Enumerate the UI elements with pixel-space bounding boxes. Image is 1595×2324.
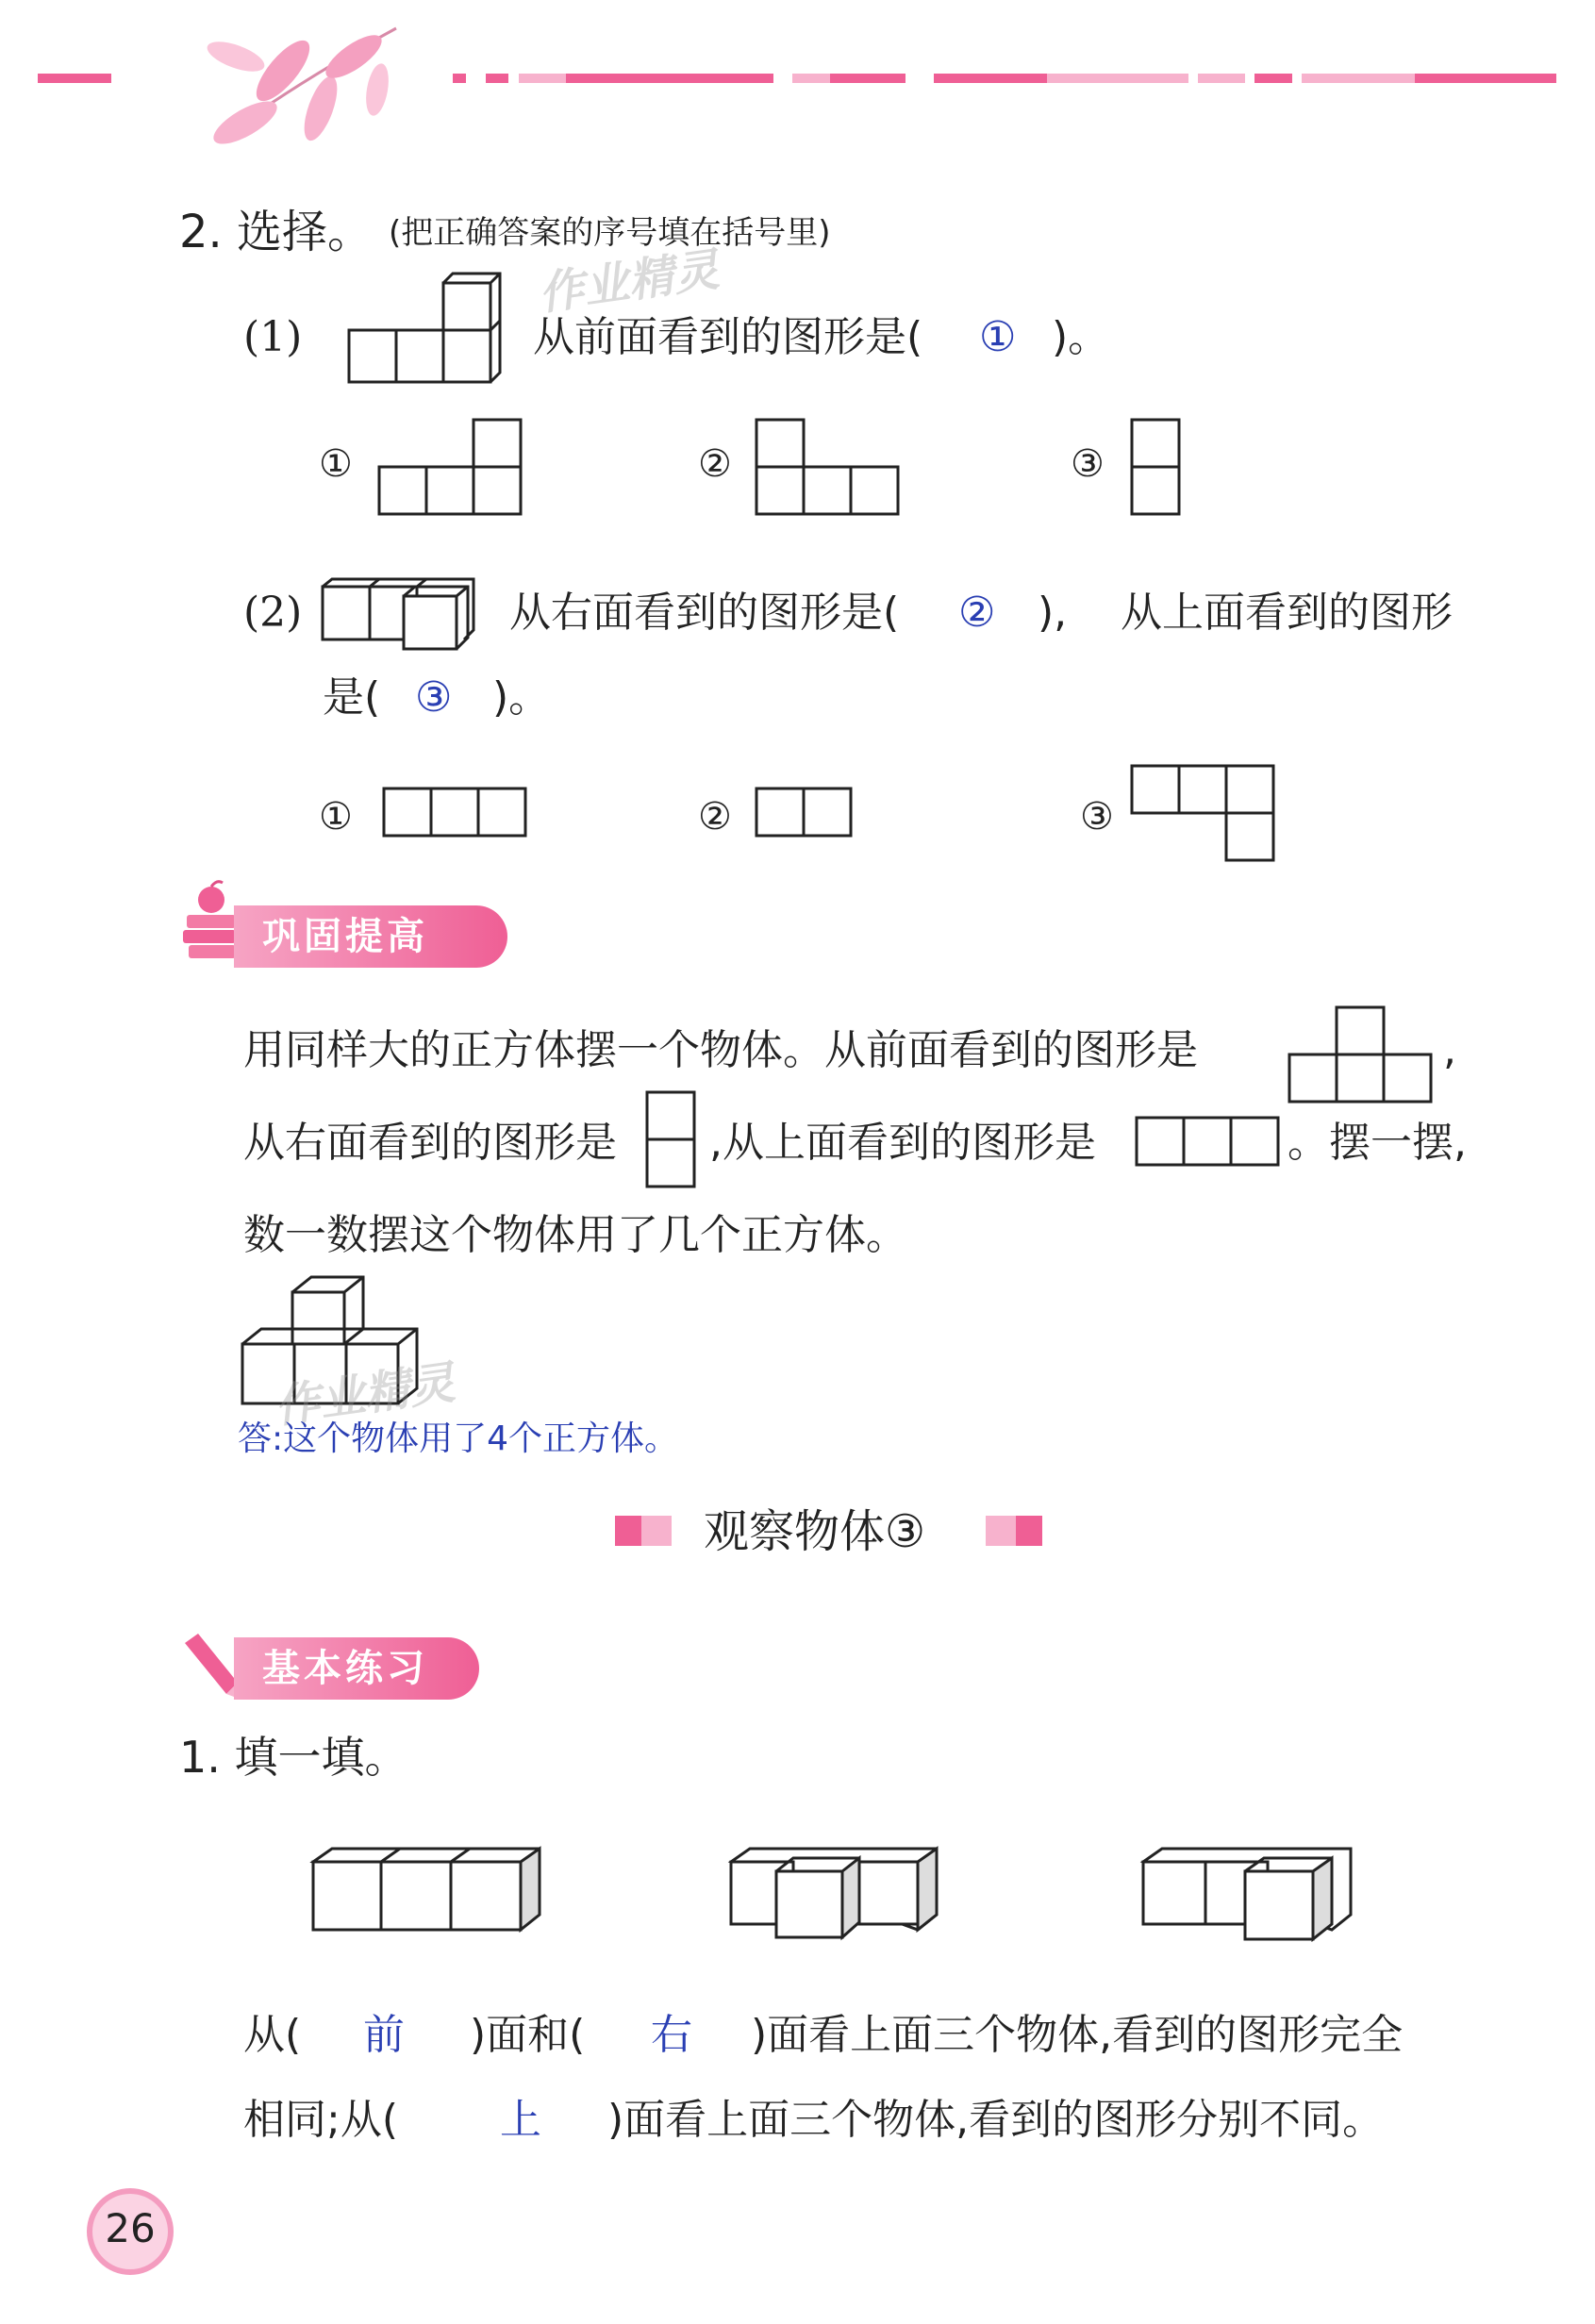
lesson-title: 观察物体③ (704, 1505, 926, 1558)
basic-badge: 基本练习 (234, 1637, 479, 1700)
q1-label: (1) (243, 313, 303, 361)
consolidate-line2-a: 从右面看到的图形是 (243, 1119, 617, 1167)
top-view-figure (1135, 1116, 1286, 1172)
object-2-figure (729, 1839, 974, 1943)
q1-option-1-figure (377, 418, 528, 522)
q1-cube-figure (344, 278, 514, 391)
section2-instruction: (把正确答案的序号填在括号里) (389, 214, 831, 252)
basic-line2-a: 相同;从( (243, 2096, 398, 2144)
basic-line1-b: )面和( (470, 2011, 586, 2059)
q2-answer-right: ② (958, 589, 996, 637)
consolidate-line1-end: , (1443, 1026, 1456, 1074)
right-view-figure (645, 1090, 702, 1194)
basic-line1-c: )面看上面三个物体,看到的图形完全 (751, 2011, 1404, 2059)
basic-line1-a: 从( (243, 2011, 302, 2059)
consolidate-badge: 巩固提高 (234, 905, 507, 968)
page-number-badge (87, 2188, 174, 2275)
consolidate-line3: 数一数摆这个物体用了几个正方体。 (243, 1211, 907, 1259)
q2-option-3-figure (1130, 764, 1281, 868)
basic-answer-1: 前 (363, 2011, 405, 2059)
consolidate-line2-c: 。摆一摆, (1288, 1119, 1467, 1167)
q1-option-3-label: ③ (1071, 442, 1105, 486)
q2-close: )。 (492, 673, 551, 722)
q2-option-2-label: ② (698, 795, 732, 838)
consolidate-answer: 答:这个物体用了4个正方体。 (238, 1419, 679, 1458)
consolidate-line2-b: ,从上面看到的图形是 (709, 1119, 1096, 1167)
q2-question-top: 从上面看到的图形 (1121, 589, 1453, 637)
q2-answer-top: ③ (415, 673, 453, 722)
q1-option-2-figure (755, 418, 905, 522)
basic-title: 1. 填一填。 (179, 1732, 408, 1783)
q1-question: 从前面看到的图形是( (533, 313, 923, 361)
q1-close: )。 (1052, 313, 1110, 361)
q2-question-right: 从右面看到的图形是( (509, 589, 900, 637)
flower-branch-icon (179, 19, 424, 160)
section2-title: 2. 选择。 (179, 206, 374, 258)
basic-line2-b: )面看上面三个物体,看到的图形分别不同。 (607, 2096, 1385, 2144)
page-number: 26 (105, 2205, 156, 2251)
object-3-figure (1141, 1839, 1387, 1943)
title-deco-left (615, 1514, 690, 1552)
q2-line2-start: 是( (323, 673, 381, 722)
q1-option-3-figure (1130, 418, 1187, 522)
watermark: 作业精灵 (535, 242, 723, 322)
q2-mid: ), (1038, 589, 1068, 637)
q2-option-1-label: ① (319, 795, 353, 838)
basic-answer-3: 上 (500, 2096, 541, 2144)
basic-answer-2: 右 (651, 2011, 692, 2059)
watermark-2: 作业精灵 (271, 1355, 458, 1435)
q1-answer: ① (979, 313, 1017, 361)
q2-option-2-figure (755, 787, 858, 843)
q1-option-2-label: ② (698, 442, 732, 486)
q1-option-1-label: ① (319, 442, 353, 486)
front-view-figure (1288, 1005, 1448, 1109)
q2-option-1-figure (382, 787, 533, 843)
q2-label: (2) (243, 589, 303, 637)
title-deco-right (986, 1514, 1061, 1552)
q2-option-3-label: ③ (1080, 795, 1114, 838)
q2-cube-figure (321, 577, 490, 653)
object-1-figure (311, 1839, 557, 1943)
consolidate-line1: 用同样大的正方体摆一个物体。从前面看到的图形是 (243, 1026, 1198, 1074)
